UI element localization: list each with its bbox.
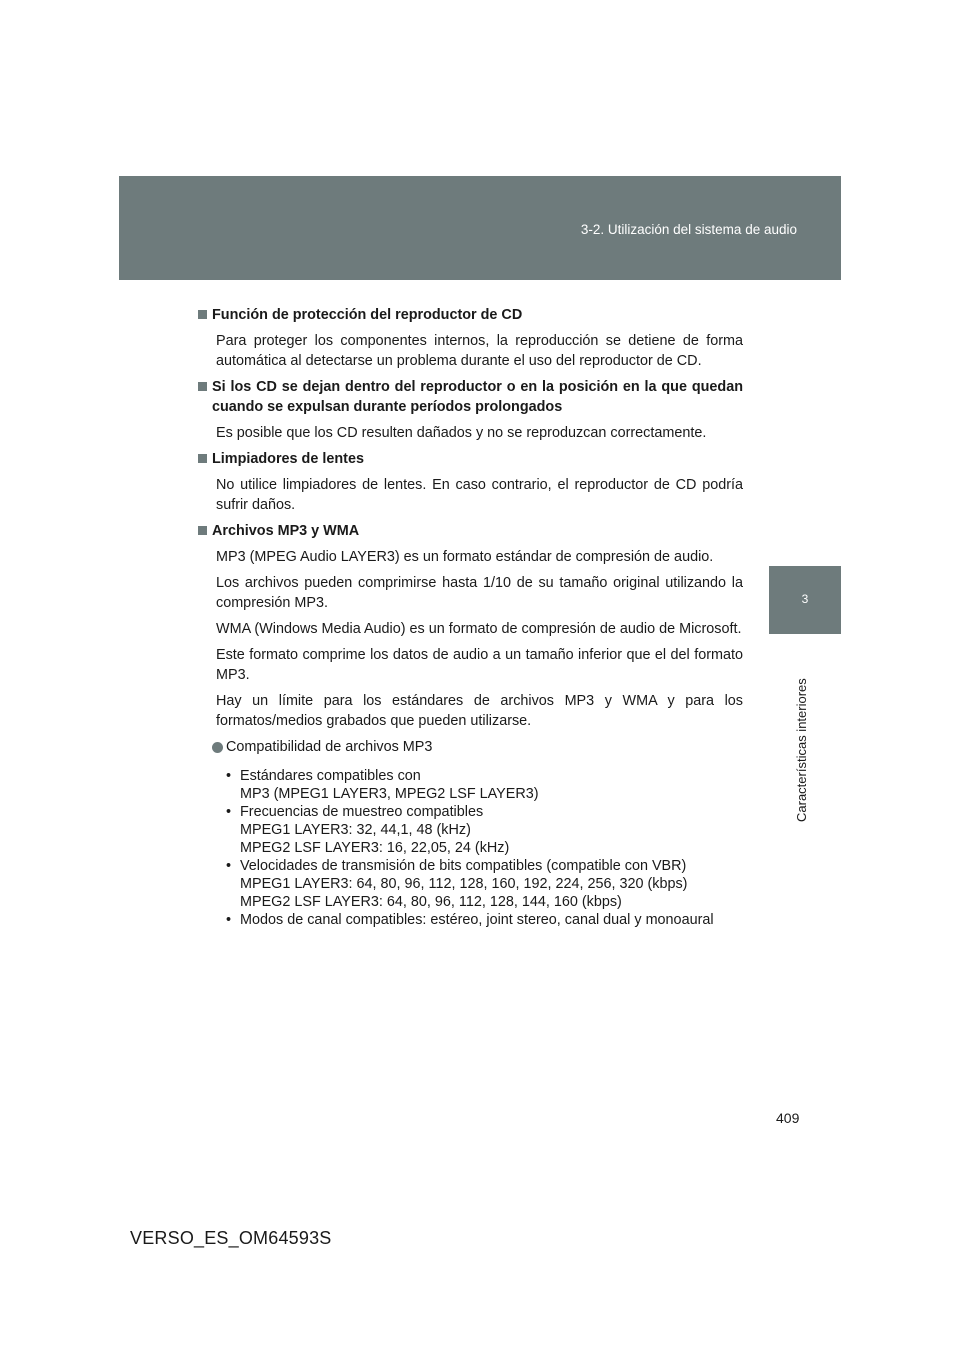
section-cd-left-inside bbox=[212, 377, 743, 443]
section-heading: Función de protección del reproductor de CD bbox=[198, 305, 743, 325]
chapter-tab bbox=[769, 566, 841, 634]
square-bullet-icon bbox=[198, 526, 207, 535]
bullet-dot-icon: • bbox=[226, 768, 232, 784]
list-item: • Frecuencias de muestreo compatibles MPEG1 LAYER3: 32, 44,1, 48 (kHz) MPEG2 LSF LAYER3: 16, 22,05, 24 (kHz) bbox=[226, 804, 510, 856]
chapter-side-label: Características interiores bbox=[794, 678, 809, 822]
bullet-dot-icon: • bbox=[226, 804, 232, 820]
list-item: • Velocidades de transmisión de bits compatibles (compatible con VBR) MPEG1 LAYER3: 64, 80, 96, 112, 128, 160, 192, 224, 256, 320 (kbps) MPEG2 LSF LAYER3: 64, 80, 96, 112, 128, 144, 160 (kbps) bbox=[226, 858, 688, 910]
list-item: • Modos de canal compatibles: estéreo, joint stereo, canal dual y monoaural bbox=[226, 912, 714, 928]
paragraph: Es posible que los CD resulten dañados y no se reproduzcan correctamente. bbox=[216, 425, 707, 441]
compat-list bbox=[226, 767, 743, 929]
chapter-header bbox=[119, 176, 841, 280]
chapter-title: 3-2. Utilización del sistema de audio bbox=[580, 222, 797, 237]
section-mp3-wma bbox=[212, 521, 743, 929]
document-code: VERSO_ES_OM64593S bbox=[130, 1228, 332, 1248]
section-heading: Archivos MP3 y WMA bbox=[198, 521, 743, 541]
paragraph: MP3 (MPEG Audio LAYER3) es un formato estándar de compresión de audio. bbox=[216, 549, 714, 565]
section-lens-cleaners bbox=[212, 449, 743, 515]
paragraph: Los archivos pueden comprimirse hasta 1/10 de su tamaño original utilizando la compresión MP3. bbox=[216, 575, 743, 611]
section-heading: Si los CD se dejan dentro del reproductor o en la posición en la que quedan cuando se expulsan durante períodos prolongados bbox=[198, 377, 743, 417]
bullet-dot-icon: • bbox=[226, 912, 232, 928]
square-bullet-icon bbox=[198, 454, 207, 463]
paragraph: Este formato comprime los datos de audio a un tamaño inferior que el del formato MP3. bbox=[216, 647, 743, 683]
paragraph: Para proteger los componentes internos, la reproducción se detiene de forma automática al detectarse un problema durante el uso del reproductor de CD. bbox=[216, 333, 743, 369]
paragraph: WMA (Windows Media Audio) es un formato de compresión de audio de Microsoft. bbox=[216, 621, 742, 637]
paragraph: Hay un límite para los estándares de archivos MP3 y WMA y para los formatos/medios grabados que pueden utilizarse. bbox=[216, 693, 743, 729]
list-item: • Estándares compatibles con MP3 (MPEG1 LAYER3, MPEG2 LSF LAYER3) bbox=[226, 768, 539, 802]
page-content bbox=[212, 305, 743, 935]
page-number: 409 bbox=[776, 1110, 800, 1126]
bullet-dot-icon: • bbox=[226, 858, 232, 874]
chapter-number: 3 bbox=[801, 592, 809, 606]
section-cd-protection bbox=[212, 305, 743, 371]
section-heading: Limpiadores de lentes bbox=[198, 449, 743, 469]
paragraph: No utilice limpiadores de lentes. En caso contrario, el reproductor de CD podría sufrir daños. bbox=[216, 477, 743, 513]
circle-bullet-icon bbox=[212, 742, 223, 753]
square-bullet-icon bbox=[198, 382, 207, 391]
compat-heading: Compatibilidad de archivos MP3 bbox=[212, 737, 743, 757]
square-bullet-icon bbox=[198, 310, 207, 319]
